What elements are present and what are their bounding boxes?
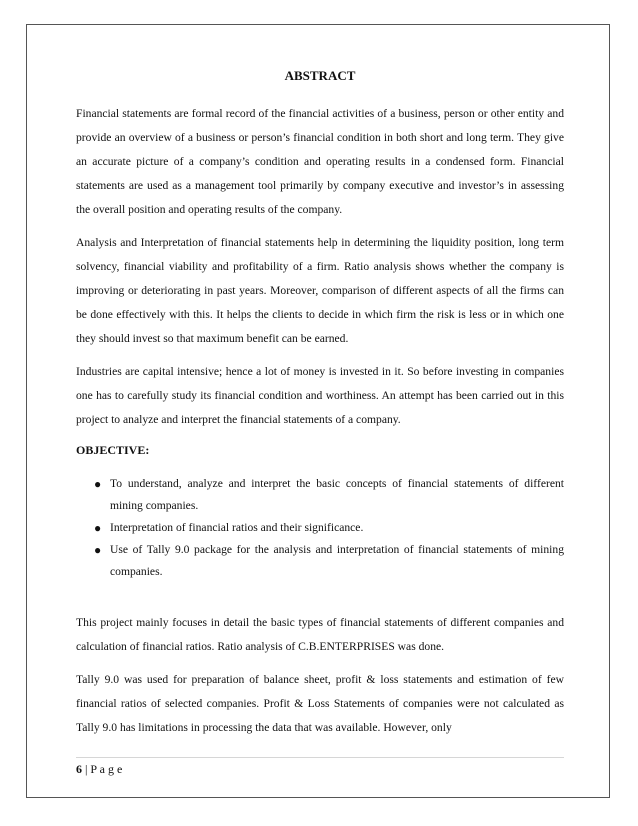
page-separator: |	[82, 762, 91, 776]
list-item	[76, 473, 564, 517]
objective-text-1: To understand, analyze and interpret the basic concepts of financial statements of different mining companies.	[110, 477, 564, 512]
intro-paragraph-3: Industries are capital intensive; hence a lot of money is invested in it. So before investing in companies one has to carefully study its financial condition and worthiness. An attempt has been carried out in this project to analyze and interpret the financial statements of a company.	[76, 365, 564, 426]
document-body	[76, 68, 564, 749]
body-paragraph-1: This project mainly focuses in detail the basic types of financial statements of different companies and calculation of financial ratios. Ratio analysis of C.B.ENTERPRISES was done.	[76, 616, 564, 653]
list-item	[76, 539, 564, 583]
abstract-title: ABSTRACT	[284, 68, 356, 83]
list-item	[76, 517, 564, 539]
body-paragraph-2: Tally 9.0 was used for preparation of balance sheet, profit & loss statements and estimation of few financial ratios of selected companies. Profit & Loss Statements of companies were not calculated as Tally 9.0 has limitations in processing the data that was available. However, only	[76, 673, 564, 734]
intro-paragraph-1: Financial statements are formal record of the financial activities of a business, person or other entity and provide an overview of a business or person’s financial condition in both short and long term. They give an accurate picture of a company’s condition and operating results in a condensed form. Financial statements are used as a management tool primarily by company executive and investor’s in assessing the overall position and operating results of the company.	[76, 107, 564, 216]
page-number: 6	[76, 762, 82, 776]
page-footer	[76, 757, 564, 777]
objective-list	[76, 473, 564, 583]
objective-text-2: Interpretation of financial ratios and their significance.	[110, 521, 364, 534]
objective-heading: OBJECTIVE:	[76, 443, 150, 457]
objective-text-3: Use of Tally 9.0 package for the analysis and interpretation of financial statements of mining companies.	[110, 543, 564, 578]
bullet-icon: ●	[94, 521, 102, 535]
bullet-icon: ●	[94, 477, 102, 491]
page-label: P a g e	[90, 762, 123, 776]
intro-paragraph-2: Analysis and Interpretation of financial statements help in determining the liquidity position, long term solvency, financial viability and profitability of a firm. Ratio analysis shows whether the company is improving or deteriorating in past years. Moreover, comparison of different aspects of all the firms can be done effectively with this. It helps the clients to decide in which firm the risk is less or in which one they should invest so that maximum benefit can be earned.	[76, 236, 564, 345]
footer-divider	[76, 757, 564, 758]
bullet-icon: ●	[94, 543, 102, 557]
